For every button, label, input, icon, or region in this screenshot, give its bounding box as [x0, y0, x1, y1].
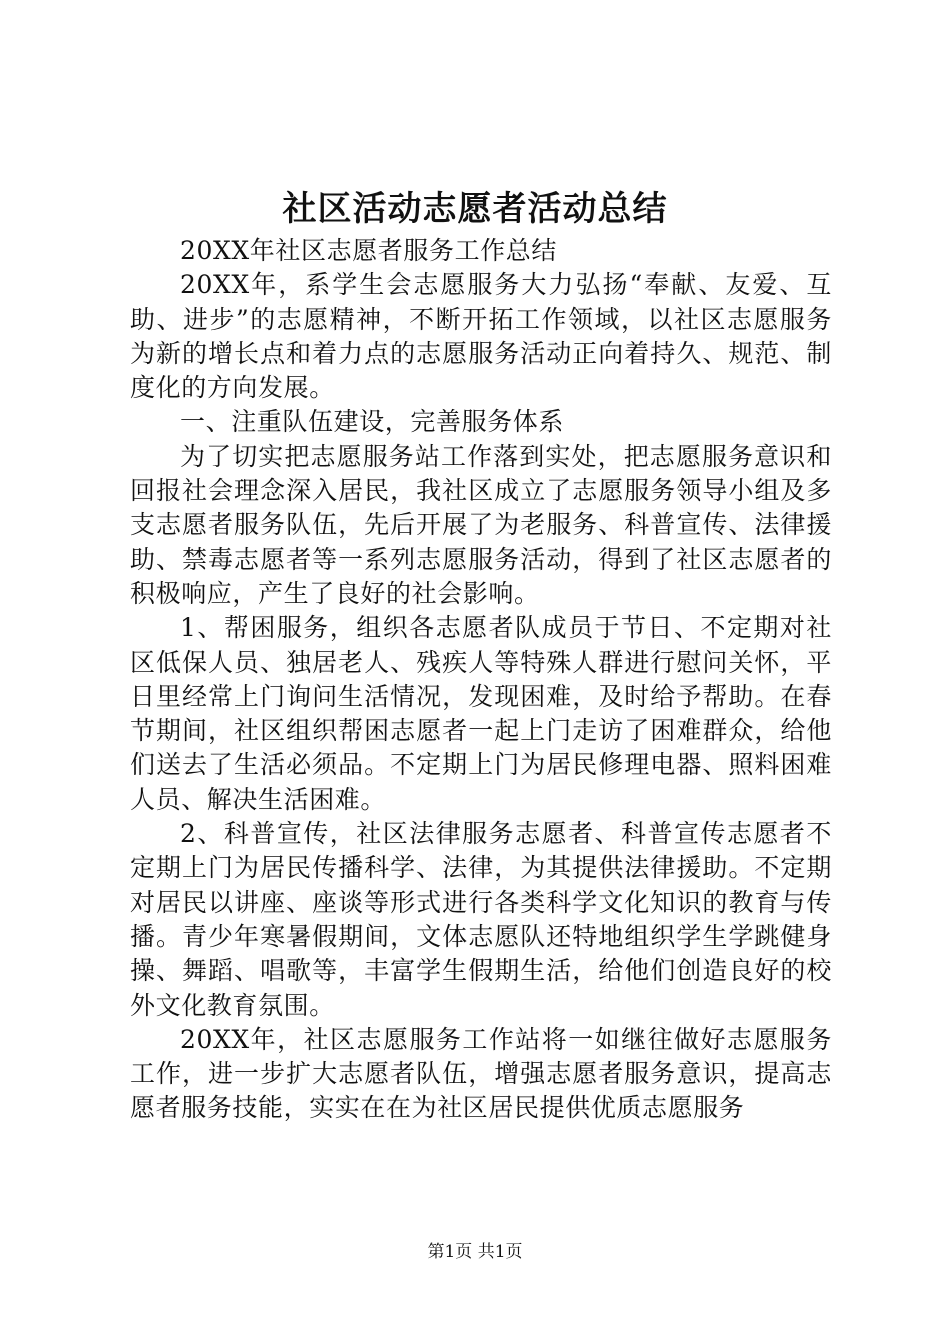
section-heading: 一、注重队伍建设，完善服务体系	[180, 407, 565, 437]
paragraph-outlook: 20XX年，社区志愿服务工作站将一如继往做好志愿服务工作，进一步扩大志愿者队伍，增强志愿者服务意识，提高志愿者服务技能，实实在在为社区居民提供优质志愿服务	[130, 1024, 832, 1123]
paragraph-assistance-service: 1、帮困服务，组织各志愿者队成员于节日、不定期对社区低保人员、独居老人、残疾人等特殊人群进行慰问关怀，平日里经常上门询问生活情况，发现困难，及时给予帮助。在春节期间，社区组织帮困志愿者一起上门走访了困难群众，给他们送去了生活必须品。不定期上门为居民修理电器、照料困难人员、解决生活困难。	[130, 613, 832, 814]
paragraph-science-promotion: 2、科普宣传，社区法律服务志愿者、科普宣传志愿者不定期上门为居民传播科学、法律，为其提供法律援助。不定期对居民以讲座、座谈等形式进行各类科学文化知识的教育与传播。青少年寒暑假期间，文体志愿队还特地组织学生学跳健身操、舞蹈、唱歌等，丰富学生假期生活，给他们创造良好的校外文化教育氛围。	[130, 819, 832, 1020]
paragraph-team-building: 为了切实把志愿服务站工作落到实处，把志愿服务意识和回报社会理念深入居民，我社区成立了志愿服务领导小组及多支志愿者服务队伍，先后开展了为老服务、科普宣传、法律援助、禁毒志愿者等一系列志愿服务活动，得到了社区志愿者的积极响应，产生了良好的社会影响。	[130, 441, 832, 608]
paragraph-intro: 20XX年，系学生会志愿服务大力弘扬“奉献、友爱、互助、进步”的志愿精神，不断开拓工作领域，以社区志愿服务为新的增长点和着力点的志愿服务活动正向着持久、规范、制度化的方向发展。	[130, 270, 832, 403]
page-footer: 第1页 共1页	[427, 1242, 523, 1262]
document-title: 社区活动志愿者活动总结	[282, 189, 668, 229]
document-body	[130, 234, 832, 1126]
paragraph-subtitle: 20XX年社区志愿者服务工作总结	[180, 236, 558, 265]
